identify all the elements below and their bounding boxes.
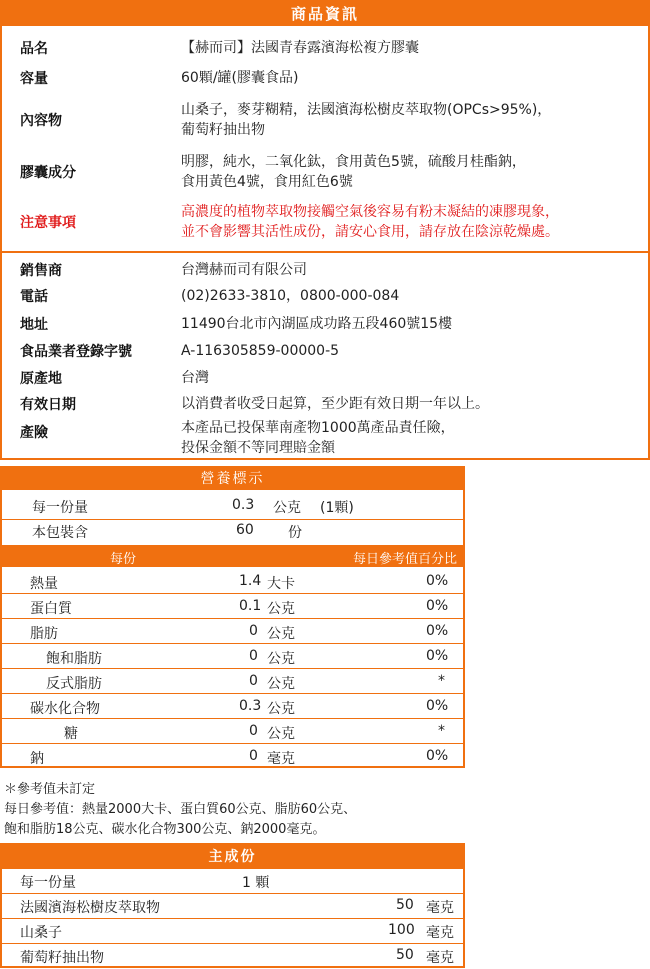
- nutrient-value: 0.1: [239, 598, 262, 614]
- footnote-daily-values: 每日參考值：熱量2000大卡、蛋白質60公克、脂肪60公克、: [4, 802, 357, 817]
- nutrient-name: 熱量: [30, 576, 58, 592]
- main-ingredients-panel: [0, 843, 465, 968]
- info-value: 本產品已投保華南產物1000萬產品責任險，: [181, 420, 455, 436]
- nutrient-percent: *: [438, 723, 445, 739]
- nutrient-name: 反式脂肪: [46, 676, 102, 692]
- nutrient-name: 糖: [64, 726, 78, 742]
- nutrient-percent: 0%: [426, 748, 449, 764]
- nutrient-value: 0: [249, 748, 258, 764]
- info-value: 11490台北市內湖區成功路五段460號15樓: [181, 316, 453, 332]
- nutrient-unit: 公克: [267, 676, 295, 692]
- servings-per-pack-value: 60: [236, 522, 254, 538]
- info-value-line2: 並不會影響其活性成份，請安心食用，請存放在陰涼乾燥處。: [181, 224, 559, 240]
- per-serving-header: 每份: [110, 552, 137, 567]
- daily-value-header: 每日參考值百分比: [352, 552, 457, 567]
- ingredient-name: 葡萄籽抽出物: [20, 950, 104, 966]
- footnote-reference-undefined: ＊參考值未訂定: [4, 782, 96, 797]
- nutrient-percent: 0%: [426, 573, 449, 589]
- nutrient-percent: 0%: [426, 698, 449, 714]
- divider: [2, 718, 463, 719]
- nutrient-name: 鈉: [30, 751, 44, 767]
- divider: [2, 893, 463, 894]
- info-value: 台灣: [181, 370, 209, 386]
- info-value: (02)2633-3810，0800-000-084: [181, 288, 400, 304]
- nutrient-name: 蛋白質: [30, 601, 72, 617]
- divider: [2, 593, 463, 594]
- servings-per-pack-unit: 份: [288, 525, 302, 541]
- ingredient-amount: 50: [396, 897, 414, 913]
- nutrient-percent: *: [438, 673, 445, 689]
- ingredient-unit: 毫克: [426, 900, 454, 916]
- ingredient-unit: 毫克: [426, 950, 454, 966]
- nutrient-unit: 公克: [267, 626, 295, 642]
- divider: [2, 251, 648, 253]
- nutrition-column-header: [2, 545, 463, 567]
- serving-size-label: 每一份量: [32, 500, 88, 516]
- info-value: 明膠，純水，二氧化鈦，食用黃色5號，硫酸月桂酯鈉，: [181, 154, 526, 170]
- nutrient-name: 飽和脂肪: [46, 651, 102, 667]
- nutrient-percent: 0%: [426, 623, 449, 639]
- info-value: 以消費者收受日起算，至少距有效日期一年以上。: [181, 396, 489, 412]
- serving-size-value: 0.3: [232, 497, 255, 513]
- nutrient-value: 0.3: [239, 698, 262, 714]
- divider: [2, 743, 463, 744]
- ingredient-name: 山桑子: [20, 925, 62, 941]
- divider: [2, 519, 463, 520]
- info-label: 銷售商: [20, 263, 62, 279]
- nutrient-value: 1.4: [239, 573, 262, 589]
- divider: [2, 668, 463, 669]
- info-value: 高濃度的植物萃取物接觸空氣後容易有粉末凝結的凍膠現象，: [181, 204, 559, 220]
- nutrient-percent: 0%: [426, 648, 449, 664]
- divider: [2, 618, 463, 619]
- divider: [2, 643, 463, 644]
- nutrient-percent: 0%: [426, 598, 449, 614]
- info-value-line2: 投保金額不等同理賠金額: [181, 440, 335, 456]
- serving-size-note: (1顆): [320, 500, 354, 516]
- divider: [2, 918, 463, 919]
- nutrient-unit: 公克: [267, 601, 295, 617]
- ingredient-serving-value: 1 顆: [242, 875, 270, 891]
- info-label: 有效日期: [20, 397, 76, 413]
- serving-size-unit: 公克: [273, 500, 301, 516]
- nutrient-unit: 毫克: [267, 751, 295, 767]
- info-label: 原產地: [20, 371, 62, 387]
- servings-per-pack-label: 本包裝含: [32, 525, 88, 541]
- ingredient-name: 法國濱海松樹皮萃取物: [20, 900, 160, 916]
- nutrient-unit: 公克: [267, 651, 295, 667]
- info-value: 60顆/罐(膠囊食品): [181, 70, 299, 86]
- info-label: 產險: [20, 425, 48, 441]
- nutrient-name: 碳水化合物: [30, 701, 100, 717]
- info-value: A-116305859-00000-5: [181, 343, 340, 359]
- info-label: 容量: [20, 71, 48, 87]
- info-label: 食品業者登錄字號: [20, 344, 132, 360]
- divider: [2, 943, 463, 944]
- info-value-line2: 葡萄籽抽出物: [181, 122, 265, 138]
- info-label: 地址: [20, 317, 48, 333]
- nutrient-value: 0: [249, 673, 258, 689]
- nutrient-value: 0: [249, 723, 258, 739]
- info-label: 品名: [20, 41, 48, 57]
- info-value: 山桑子，麥芽糊精，法國濱海松樹皮萃取物(OPCs>95%)，: [181, 102, 552, 118]
- info-label: 內容物: [20, 113, 62, 129]
- info-label: 注意事項: [20, 215, 76, 231]
- nutrition-facts-panel: [0, 466, 465, 768]
- info-value-line2: 食用黃色4號，食用紅色6號: [181, 174, 353, 190]
- nutrient-unit: 大卡: [267, 576, 295, 592]
- product-info-panel: [0, 0, 650, 460]
- ingredients-title: 主成份: [2, 845, 463, 869]
- nutrient-unit: 公克: [267, 701, 295, 717]
- info-label: 電話: [20, 289, 48, 305]
- info-label: 膠囊成分: [20, 165, 76, 181]
- nutrient-unit: 公克: [267, 726, 295, 742]
- nutrient-name: 脂肪: [30, 626, 58, 642]
- nutrient-value: 0: [249, 623, 258, 639]
- ingredient-serving-label: 每一份量: [20, 875, 76, 891]
- product-info-title: 商品資訊: [2, 2, 648, 26]
- info-value: 台灣赫而司有限公司: [181, 262, 307, 278]
- info-value: 【赫而司】法國青春露濱海松複方膠囊: [181, 40, 419, 56]
- ingredient-unit: 毫克: [426, 925, 454, 941]
- ingredient-amount: 50: [396, 947, 414, 963]
- nutrient-value: 0: [249, 648, 258, 664]
- divider: [2, 693, 463, 694]
- ingredient-amount: 100: [388, 922, 415, 938]
- footnote-daily-values-cont: 飽和脂肪18公克、碳水化合物300公克、鈉2000毫克。: [4, 822, 326, 837]
- nutrition-title: 營養標示: [2, 468, 463, 490]
